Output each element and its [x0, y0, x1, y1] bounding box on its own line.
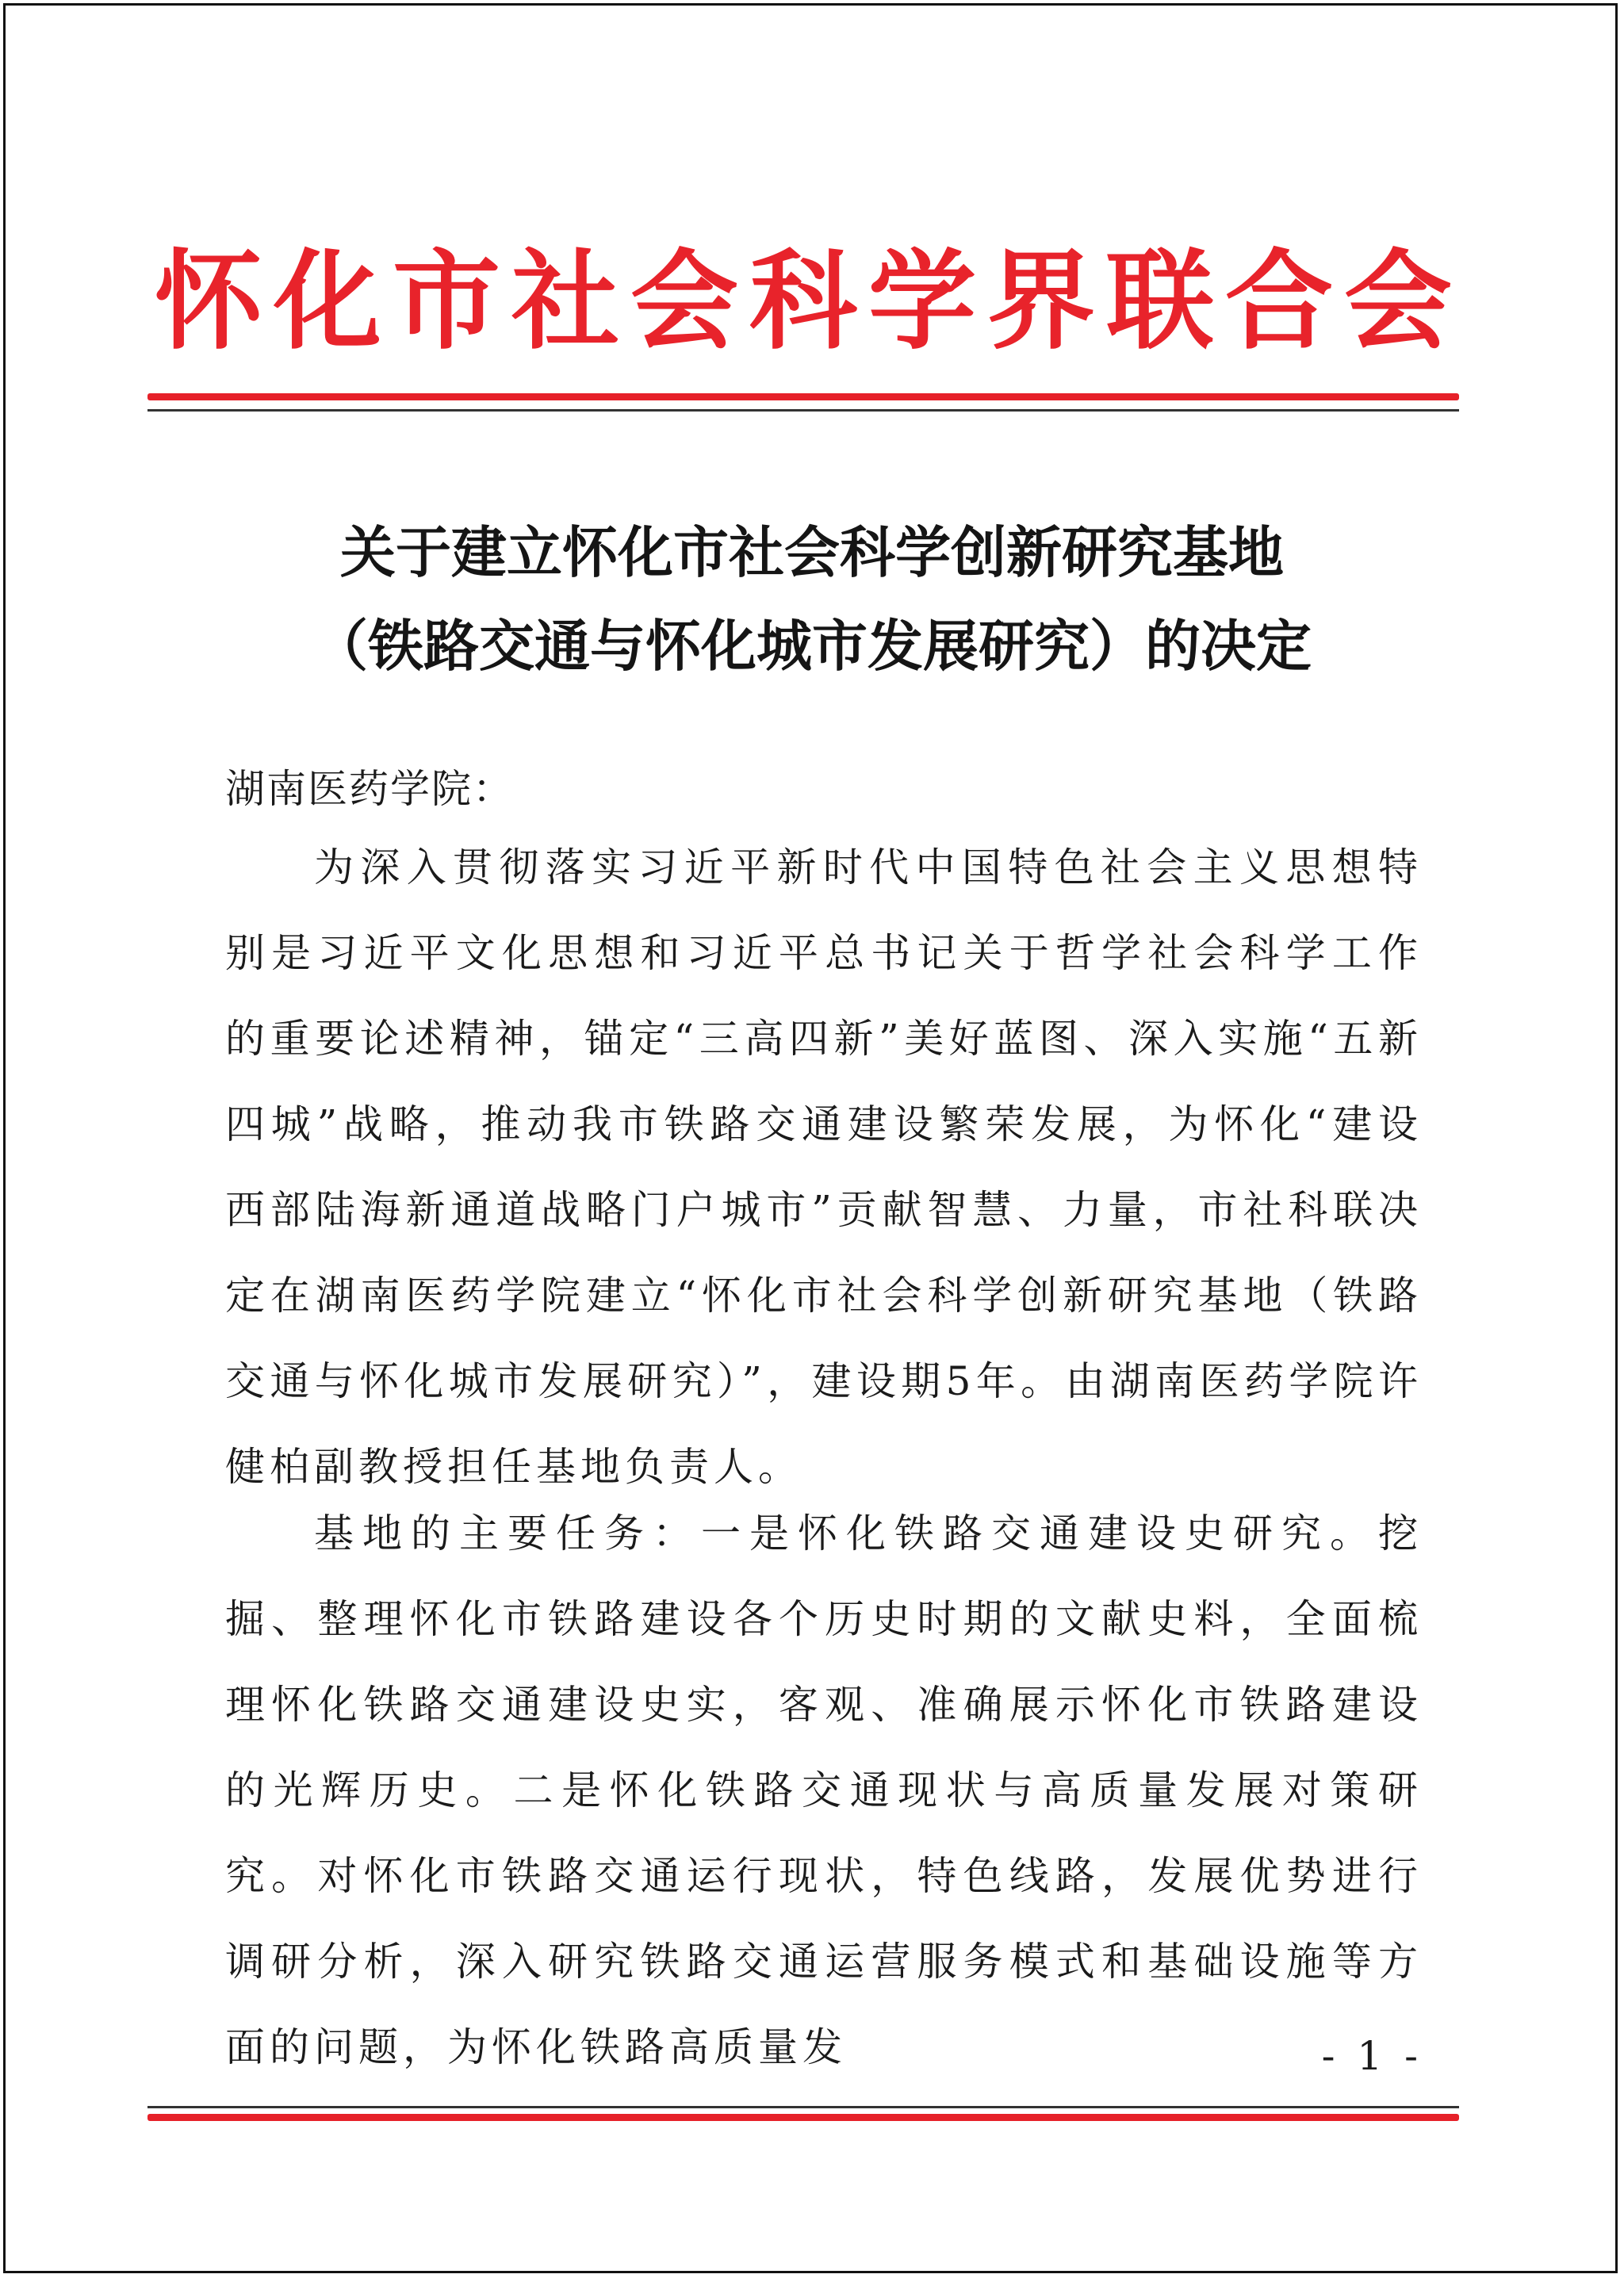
- letterhead-org-name: 怀化市社会科学界联合会: [155, 238, 1463, 365]
- document-title-line-2: （铁路交通与怀化城市发展研究）的决定: [312, 613, 1312, 679]
- body-paragraph-1: 为深入贯彻落实习近平新时代中国特色社会主义思想特别是习近平文化思想和习近平总书记关于哲学社会科学工作的重要论述精神，锚定“三高四新”美好蓝图、深入实施“五新四城”战略，推动我市铁路交通建设繁荣发展，为怀化“建设西部陆海新通道战略门户城市”贡献智慧、力量，市社科联决定在湖南医药学院建立“怀化市社会科学创新研究基地（铁路交通与怀化城市发展研究）”，建设期5年。由湖南医药学院许健柏副教授担任基地负责人。: [225, 844, 1423, 1490]
- document-title-line-1: 关于建立怀化市社会科学创新研究基地: [340, 519, 1284, 585]
- body-paragraph-2: 基地的主要任务：一是怀化铁路交通建设史研究。挖掘、整理怀化市铁路建设各个历史时期的文献史料，全面梳理怀化铁路交通建设史实，客观、准确展示怀化市铁路建设的光辉历史。二是怀化铁路交通现状与高质量发展对策研究。对怀化市铁路交通运行现状，特色线路，发展优势进行调研分析，深入研究铁路交通运营服务模式和基础设施等方面的问题，为怀化铁路高质量发: [225, 1510, 1423, 2070]
- page-number: - 1 -: [1321, 2033, 1423, 2079]
- footer-red-rule: [147, 2114, 1459, 2121]
- letterhead-black-rule: [147, 409, 1459, 412]
- letterhead-red-rule: [147, 393, 1459, 400]
- footer-black-rule: [147, 2106, 1459, 2108]
- addressee: 湖南医药学院：: [225, 766, 514, 812]
